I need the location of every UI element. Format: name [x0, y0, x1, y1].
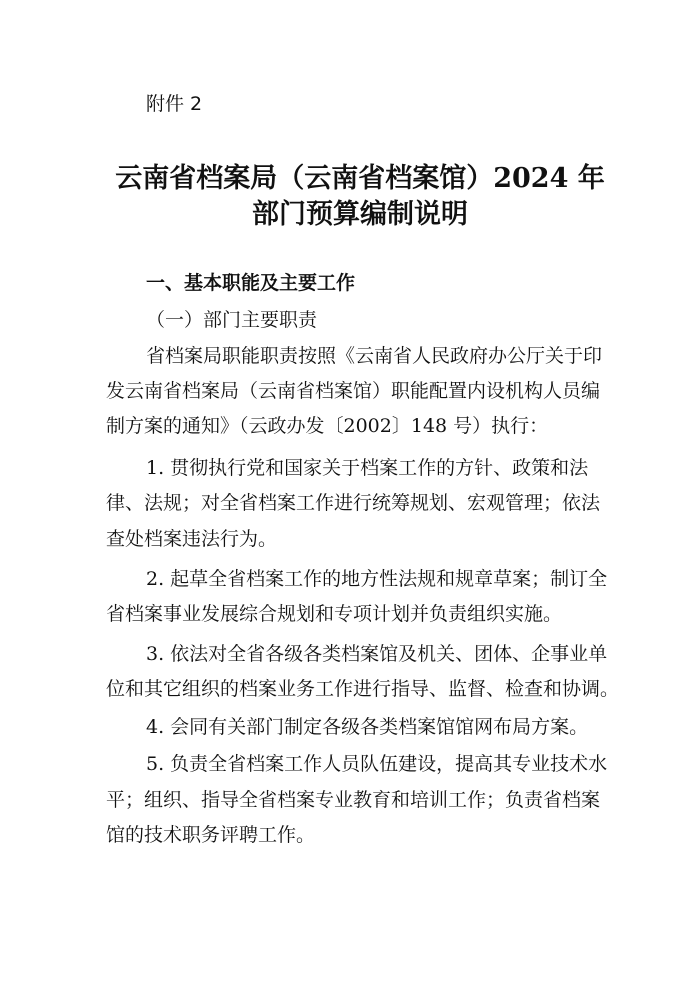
body-line: 制方案的通知》（云政办发〔2002〕148 号）执行：: [106, 415, 549, 437]
body-line: 省档案事业发展综合规划和专项计划并负责组织实施。: [106, 603, 563, 625]
body-line: 律、法规；对全省档案工作进行统筹规划、宏观管理；依法: [106, 492, 601, 514]
body-line: 平；组织、指导全省档案专业教育和培训工作；负责省档案: [106, 789, 601, 811]
body-line: 2. 起草全省档案工作的地方性法规和规章草案；制订全: [146, 568, 608, 590]
body-line: 发云南省档案局（云南省档案馆）职能配置内设机构人员编: [106, 380, 601, 402]
body-line: 1. 贯彻执行党和国家关于档案工作的方针、政策和法: [146, 457, 589, 479]
document-title-line-1: 云南省档案局（云南省档案馆）2024 年: [115, 163, 605, 194]
body-line: 省档案局职能职责按照《云南省人民政府办公厅关于印: [146, 345, 603, 367]
body-line: 3. 依法对全省各级各类档案馆及机关、团体、企事业单: [146, 643, 608, 665]
body-line: 位和其它组织的档案业务工作进行指导、监督、检查和协调。: [106, 678, 620, 700]
body-line: 4. 会同有关部门制定各级各类档案馆馆网布局方案。: [146, 716, 589, 738]
body-line: 馆的技术职务评聘工作。: [106, 824, 316, 846]
document-title-line-2: 部门预算编制说明: [252, 199, 468, 230]
subsection-heading: （一）部门主要职责: [146, 309, 318, 331]
attachment-label: 附件 2: [146, 93, 203, 115]
body-line: 查处档案违法行为。: [106, 528, 278, 550]
section-heading: 一、基本职能及主要工作: [146, 272, 356, 294]
body-line: 5. 负责全省档案工作人员队伍建设，提高其专业技术水: [146, 753, 608, 775]
